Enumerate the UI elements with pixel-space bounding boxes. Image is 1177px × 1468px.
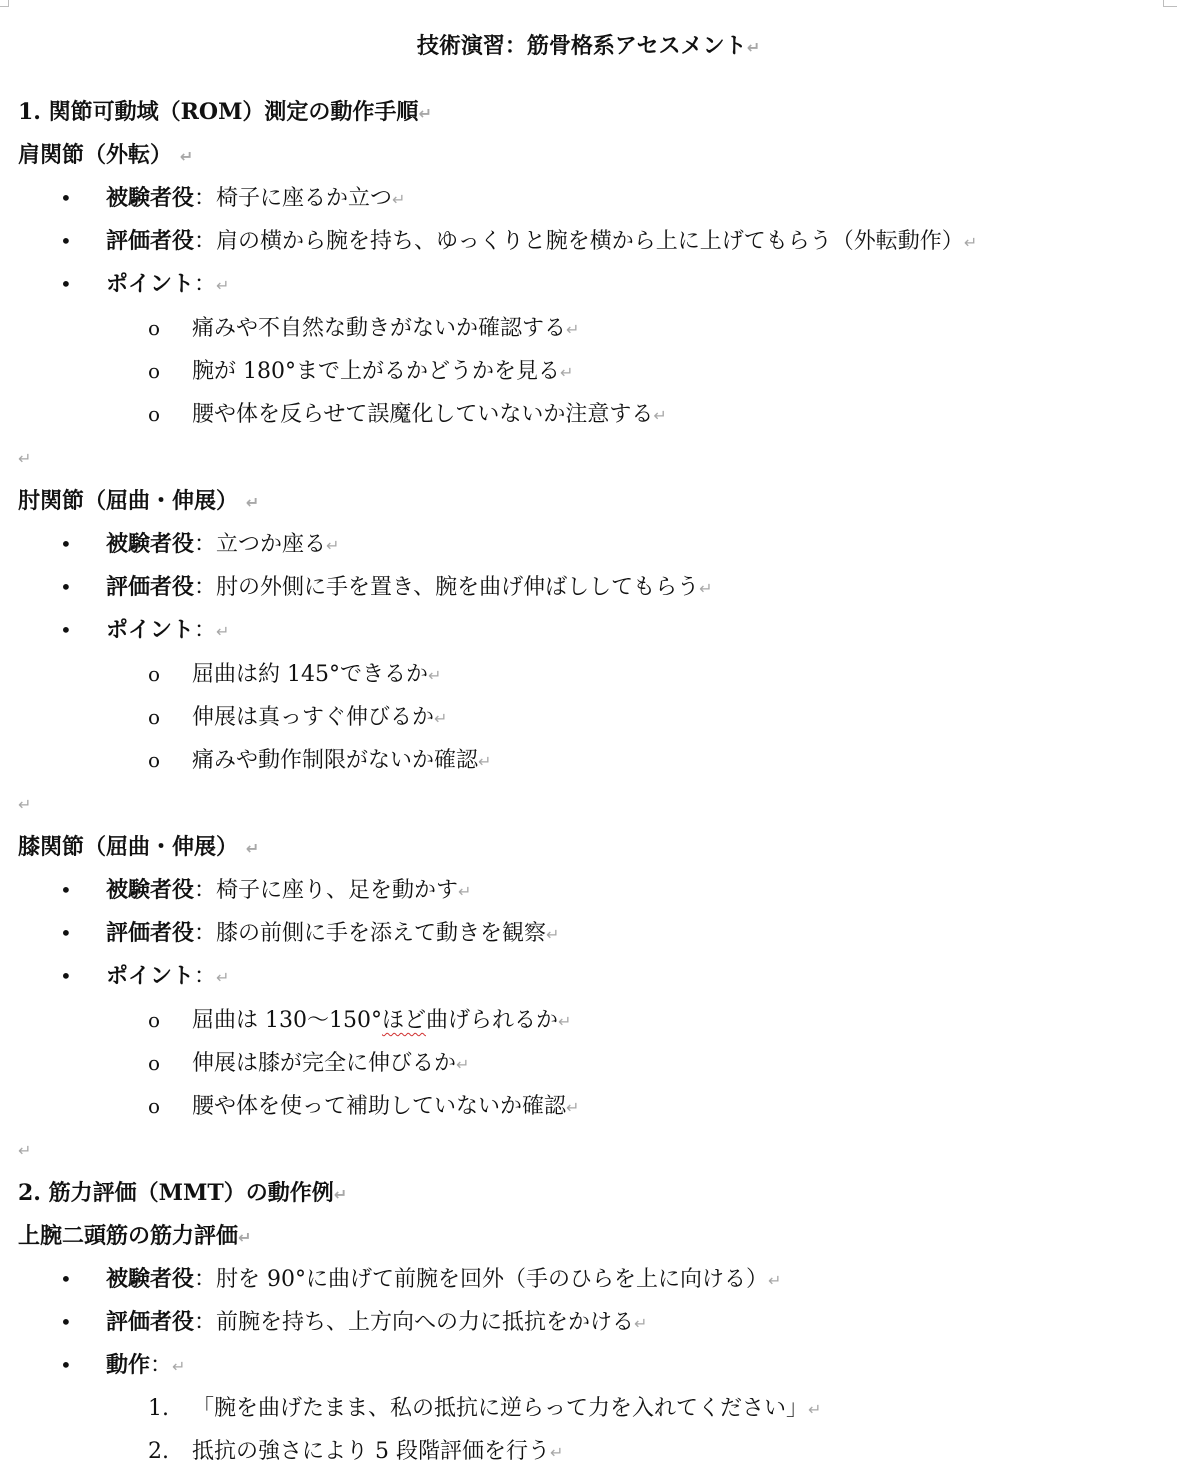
action-label: 動作 — [106, 1352, 151, 1378]
paragraph-mark-icon: ↵ — [333, 1185, 348, 1204]
point-text: 屈曲は約 145°できるか — [192, 662, 428, 687]
paragraph-mark-icon: ↵ — [428, 666, 442, 685]
page-corner-mark-left — [0, 0, 9, 7]
list-item — [60, 615, 229, 647]
knee-heading-text: 膝関節（屈曲・伸展） — [18, 834, 239, 860]
sub-list-item — [148, 1091, 579, 1123]
step-number: 1. — [148, 1396, 169, 1421]
list-item — [60, 269, 229, 301]
circle-bullet-icon: o — [148, 316, 161, 340]
paragraph-mark-icon: ↵ — [566, 1098, 580, 1117]
role-label: 被験者役 — [106, 531, 195, 557]
bullet-icon: • — [60, 921, 72, 945]
knee-heading — [18, 832, 259, 864]
elbow-heading — [18, 486, 259, 518]
shoulder-heading — [18, 140, 193, 172]
item-text: ：肘を 90°に曲げて前腕を回外（手のひらを上に向ける） — [194, 1267, 769, 1292]
bullet-icon: • — [60, 229, 72, 253]
numbered-list-item — [148, 1394, 821, 1425]
page-corner-mark-right — [1163, 0, 1177, 7]
point-text: 伸展は膝が完全に伸びるか — [192, 1051, 457, 1076]
bullet-icon: • — [60, 1310, 72, 1334]
paragraph-mark-icon: ↵ — [550, 1443, 564, 1462]
paragraph-mark-icon: ↵ — [558, 1012, 572, 1031]
list-item — [60, 918, 559, 950]
point-text: 曲げられるか — [426, 1008, 559, 1033]
role-label: 被験者役 — [106, 185, 195, 211]
paragraph-mark-icon: ↵ — [245, 839, 260, 858]
role-label: 被験者役 — [106, 877, 195, 903]
point-text: 伸展は真っすぐ伸びるか — [192, 705, 435, 730]
role-label: 評価者役 — [106, 228, 195, 254]
point-text: 屈曲は 130〜150° — [192, 1008, 382, 1033]
section1-heading-text: 1. 関節可動域（ROM）測定の動作手順 — [18, 99, 419, 125]
paragraph-mark-icon: ↵ — [566, 320, 580, 339]
paragraph-mark-icon: ↵ — [245, 493, 260, 512]
circle-bullet-icon: o — [148, 748, 161, 772]
paragraph-mark-icon: ↵ — [808, 1400, 822, 1419]
paragraph-mark-icon: ↵ — [768, 1271, 782, 1290]
elbow-heading-text: 肘関節（屈曲・伸展） — [18, 488, 239, 514]
bullet-icon: • — [60, 1267, 72, 1291]
numbered-list-item — [148, 1437, 563, 1468]
empty-paragraph — [18, 443, 31, 474]
role-label: 評価者役 — [106, 574, 195, 600]
paragraph-mark-icon: ↵ — [326, 536, 340, 555]
paragraph-mark-icon: ↵ — [560, 363, 574, 382]
paragraph-mark-icon: ↵ — [216, 276, 230, 295]
list-item — [60, 572, 713, 604]
paragraph-mark-icon: ↵ — [478, 752, 492, 771]
item-text: ：椅子に座るか立つ — [194, 186, 393, 211]
point-text: 腕が 180°まで上がるかどうかを見る — [192, 359, 560, 384]
sub-list-item — [148, 356, 573, 388]
paragraph-mark-icon: ↵ — [179, 147, 194, 166]
item-text: ： — [150, 1353, 173, 1378]
list-item — [60, 529, 339, 561]
point-text: 痛みや動作制限がないか確認 — [192, 748, 479, 773]
paragraph-mark-icon: ↵ — [434, 709, 448, 728]
spellcheck-flagged-text[interactable]: ほど — [381, 1008, 426, 1033]
point-text: 腰や体を反らせて誤魔化していないか注意する — [192, 402, 654, 427]
bullet-icon: • — [60, 878, 72, 902]
list-item — [60, 226, 977, 258]
paragraph-mark-icon: ↵ — [18, 449, 32, 468]
paragraph-mark-icon: ↵ — [699, 579, 713, 598]
item-text: ：膝の前側に手を添えて動きを観察 — [194, 921, 547, 946]
circle-bullet-icon: o — [148, 1094, 161, 1118]
paragraph-mark-icon: ↵ — [418, 104, 432, 123]
bullet-icon: • — [60, 186, 72, 210]
sub-list-item — [148, 702, 447, 734]
paragraph-mark-icon: ↵ — [963, 233, 978, 252]
section2-heading — [18, 1178, 347, 1210]
point-label: ポイント — [106, 617, 195, 643]
item-text: ：立つか座る — [194, 532, 327, 557]
point-text: 痛みや不自然な動きがないか確認する — [192, 316, 567, 341]
sub-list-item — [148, 399, 667, 431]
role-label: 評価者役 — [106, 1309, 195, 1335]
bullet-icon: • — [60, 618, 72, 642]
shoulder-heading-text: 肩関節（外転） — [18, 142, 173, 168]
circle-bullet-icon: o — [148, 662, 161, 686]
role-label: 評価者役 — [106, 920, 195, 946]
bullet-icon: • — [60, 964, 72, 988]
list-item — [60, 183, 405, 215]
step-number: 2. — [148, 1439, 169, 1464]
bullet-icon: • — [60, 532, 72, 556]
bullet-icon: • — [60, 272, 72, 296]
item-text: ：肘の外側に手を置き、腕を曲げ伸ばししてもらう — [194, 575, 700, 600]
point-label: ポイント — [106, 271, 195, 297]
paragraph-mark-icon: ↵ — [18, 795, 32, 814]
circle-bullet-icon: o — [148, 402, 161, 426]
sub-list-item — [148, 659, 441, 691]
bullet-icon: • — [60, 575, 72, 599]
item-text: ： — [194, 964, 217, 989]
paragraph-mark-icon: ↵ — [546, 925, 560, 944]
point-text: 腰や体を使って補助していないか確認 — [192, 1094, 567, 1119]
list-item — [60, 961, 229, 993]
paragraph-mark-icon: ↵ — [392, 190, 406, 209]
paragraph-mark-icon: ↵ — [456, 1055, 470, 1074]
step-text: 抵抗の強さにより 5 段階評価を行う — [192, 1439, 550, 1464]
circle-bullet-icon: o — [148, 1008, 161, 1032]
item-text: ：椅子に座り、足を動かす — [194, 878, 459, 903]
paragraph-mark-icon: ↵ — [18, 1141, 32, 1160]
section1-heading — [18, 97, 432, 129]
list-item — [60, 1307, 647, 1339]
circle-bullet-icon: o — [148, 359, 161, 383]
paragraph-mark-icon: ↵ — [653, 406, 667, 425]
biceps-heading-text: 上腕二頭筋の筋力評価 — [18, 1223, 239, 1249]
point-label: ポイント — [106, 963, 195, 989]
biceps-heading — [18, 1221, 251, 1253]
paragraph-mark-icon: ↵ — [216, 968, 230, 987]
sub-list-item — [148, 1048, 469, 1080]
role-label: 被験者役 — [106, 1266, 195, 1292]
list-item — [60, 1350, 185, 1382]
list-item — [60, 875, 471, 907]
item-text: ： — [194, 272, 217, 297]
paragraph-mark-icon: ↵ — [172, 1357, 186, 1376]
sub-list-item — [148, 1005, 571, 1037]
circle-bullet-icon: o — [148, 1051, 161, 1075]
empty-paragraph — [18, 789, 31, 820]
circle-bullet-icon: o — [148, 705, 161, 729]
item-text: ：前腕を持ち、上方向への力に抵抗をかける — [194, 1310, 635, 1335]
item-text: ： — [194, 618, 217, 643]
empty-paragraph — [18, 1135, 31, 1166]
paragraph-mark-icon: ↵ — [634, 1314, 648, 1333]
sub-list-item — [148, 313, 579, 345]
paragraph-mark-icon: ↵ — [746, 38, 761, 57]
paragraph-mark-icon: ↵ — [216, 622, 230, 641]
section2-heading-text: 2. 筋力評価（MMT）の動作例 — [18, 1180, 334, 1206]
paragraph-mark-icon: ↵ — [458, 882, 472, 901]
sub-list-item — [148, 745, 491, 777]
document-title — [0, 31, 1177, 63]
list-item — [60, 1264, 781, 1296]
bullet-icon: • — [60, 1353, 72, 1377]
item-text: ：肩の横から腕を持ち、ゆっくりと腕を横から上に上げてもらう（外転動作） — [194, 229, 964, 254]
step-text: 「腕を曲げたまま、私の抵抗に逆らって力を入れてください」 — [192, 1396, 809, 1421]
title-text: 技術演習：筋骨格系アセスメント — [416, 33, 747, 59]
paragraph-mark-icon: ↵ — [238, 1228, 252, 1247]
